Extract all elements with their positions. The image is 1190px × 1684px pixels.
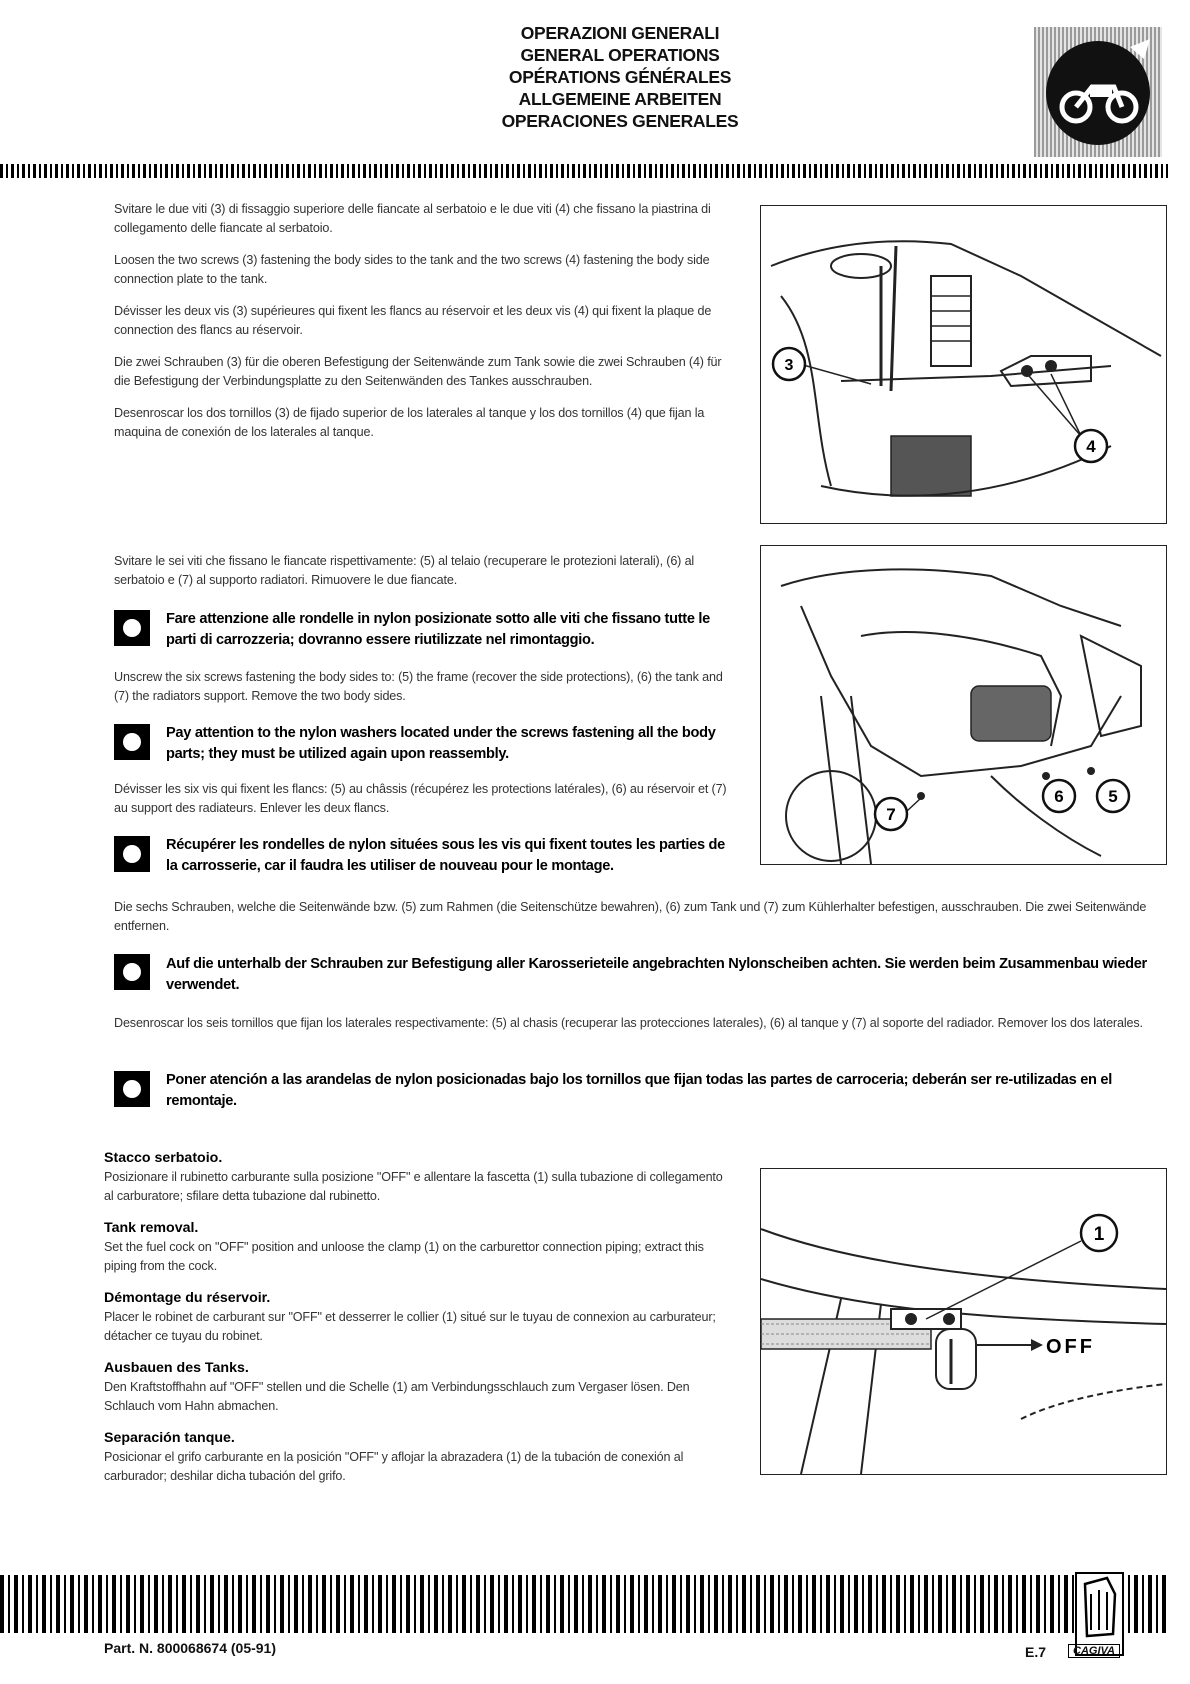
illustration-fuel-cock <box>761 1169 1166 1474</box>
s2-de-text: Die sechs Schrauben, welche die Seitenwände bzw. (5) zum Rahmen (die Seitenschütze bewahren), (6) zum Tank und (7) zum Kühlerhalter befestigen, ausschrauben. Die zwei Seitenwände entfernen. <box>114 900 1147 933</box>
footer-barcode-strip <box>0 1575 1170 1633</box>
s2-en-note: Pay attention to the nylon washers located under the screws fastening all the body parts; they must be utilized again upon reassembly. <box>166 725 716 762</box>
note-icon <box>114 954 150 990</box>
s2-en-text: Unscrew the six screws fastening the body sides to: (5) the frame (recover the side protections), (6) the tank and (7) the radiators support. Remove the two body sides. <box>114 670 723 703</box>
s1-para-es: Desenroscar los dos tornillos (3) de fijado superior de los laterales al tanque y los dos tornillos (4) que fijan la maquina de conexión de los laterales al tanque. <box>114 406 705 439</box>
s1-para-fr: Dévisser les deux vis (3) supérieures qui fixent les flancs au réservoir et les deux vis (4) qui fixent la plaque de connection des flancs au réservoir. <box>114 304 712 337</box>
illustration-body-sides <box>761 546 1166 864</box>
title-it: OPERAZIONI GENERALI <box>520 23 720 43</box>
s3-en-text: Set the fuel cock on "OFF" position and unloose the clamp (1) on the carburettor connection piping; extract this piping from the cock. <box>104 1240 704 1273</box>
s3-es-heading: Separación tanque. <box>104 1430 235 1446</box>
s2-fr-block <box>114 780 734 818</box>
title-fr: OPÉRATIONS GÉNÉRALES <box>508 67 732 87</box>
header-barcode-strip <box>0 164 1168 178</box>
s2-it-note: Fare attenzione alle rondelle in nylon posizionate sotto alle viti che fissano tutte le parti di carrozzeria; dovranno essere riutilizzate nel rimontaggio. <box>166 611 710 648</box>
s2-de-note: Auf die unterhalb der Schrauben zur Befestigung aller Karosserieteile angebrachten Nylonscheiben achten. Sie werden beim Zusammenbau wieder verwendet. <box>166 956 1147 993</box>
title-es: OPERACIONES GENERALES <box>501 111 739 131</box>
section3-text <box>104 1150 734 1486</box>
s3-fr-text: Placer le robinet de carburant sur "OFF" et desserrer le collier (1) situé sur le tuyau de connexion au carburateur; détacher ce tuyau du robinet. <box>104 1310 716 1343</box>
callout-4: 4 <box>1086 437 1096 456</box>
s2-it-text: Svitare le sei viti che fissano le fiancate rispettivamente: (5) al telaio (recuperare le protezioni laterali), (6) al serbatoio e (7) al supporto radiatori. Rimuovere le due fiancate. <box>114 554 695 587</box>
callout-7: 7 <box>886 805 896 824</box>
note-icon <box>114 1071 150 1107</box>
figure-six-screws <box>760 545 1167 865</box>
motorcycle-cycle-icon <box>1034 27 1162 157</box>
title-de: ALLGEMEINE ARBEITEN <box>518 89 722 109</box>
part-number: Part. N. 800068674 (05-91) <box>104 1640 276 1656</box>
illustration-tank-sides <box>761 206 1166 523</box>
s3-it-heading: Stacco serbatoio. <box>104 1150 223 1166</box>
brand-logo: CAGIVA <box>1068 1644 1120 1658</box>
section-logo <box>1034 27 1162 157</box>
s2-fr-text: Dévisser les six vis qui fixent les flancs: (5) au châssis (récupérez les protections latérales), (6) au réservoir et (7) au support des radiateurs. Enlever les deux flancs. <box>114 782 727 815</box>
note-icon <box>114 724 150 760</box>
callout-5: 5 <box>1108 787 1118 806</box>
s3-en-heading: Tank removal. <box>104 1220 199 1236</box>
page-title-block <box>420 22 820 132</box>
s2-de-block <box>114 898 1164 936</box>
section2-text <box>114 552 734 600</box>
s3-de-heading: Ausbauen des Tanks. <box>104 1360 249 1376</box>
s2-es-block <box>114 1014 1164 1033</box>
s1-para-it: Svitare le due viti (3) di fissaggio superiore delle fiancate al serbatoio e le due viti (4) che fissano la piastrina di collegamento delle fiancate al serbatoio. <box>114 202 711 235</box>
callout-1: 1 <box>1093 1224 1105 1245</box>
page-number: E.7 <box>1025 1644 1047 1660</box>
s2-fr-note: Récupérer les rondelles de nylon situées sous les vis qui fixent toutes les parties de la carrosserie, car il faudra les utiliser de nouveau pour le montage. <box>166 837 725 874</box>
s1-para-en: Loosen the two screws (3) fastening the body sides to the tank and the two screws (4) fastening the body side connection plate to the tank. <box>114 253 710 286</box>
off-label: OFF <box>1046 1336 1095 1358</box>
figure-fuel-cock <box>760 1168 1167 1475</box>
s2-es-note: Poner atención a las arandelas de nylon posicionadas bajo los tornillos que fijan todas las partes de carroceria; deberán ser re-utilizadas en el remontaje. <box>166 1072 1112 1109</box>
s1-para-de: Die zwei Schrauben (3) für die oberen Befestigung der Seitenwände zum Tank sowie die zwei Schrauben (4) für die Befestigung der Verbindungsplatte zu den Seitenwänden des Tankes ausschrauben. <box>114 355 722 388</box>
note-icon <box>114 610 150 646</box>
section1-text <box>114 200 734 442</box>
callout-3: 3 <box>784 357 794 374</box>
s3-it-text: Posizionare il rubinetto carburante sulla posizione "OFF" e allentare la fascetta (1) sulla tubazione di collegamento al carburatore; sfilare detta tubazione dal rubinetto. <box>104 1170 723 1203</box>
callout-6: 6 <box>1054 787 1064 806</box>
cagiva-emblem-icon <box>1077 1574 1122 1654</box>
note-icon <box>114 836 150 872</box>
s3-fr-heading: Démontage du réservoir. <box>104 1290 271 1306</box>
s3-de-text: Den Kraftstoffhahn auf "OFF" stellen und die Schelle (1) am Verbindungsschlauch zum Vergaser lösen. Den Schlauch vom Hahn abmachen. <box>104 1380 690 1413</box>
s2-en-block <box>114 668 734 706</box>
figure-body-side-screws <box>760 205 1167 524</box>
s3-es-text: Posicionar el grifo carburante en la posición "OFF" y aflojar la abrazadera (1) de la tubación de conexión al carburador; deshilar dicha tubación del grifo. <box>104 1450 684 1483</box>
s2-es-text: Desenroscar los seis tornillos que fijan los laterales respectivamente: (5) al chasis (recuperar las protecciones laterales), (6) al tanque y (7) al soporte del radiador. Remover los dos laterales. <box>114 1016 1143 1030</box>
title-en: GENERAL OPERATIONS <box>520 45 720 65</box>
